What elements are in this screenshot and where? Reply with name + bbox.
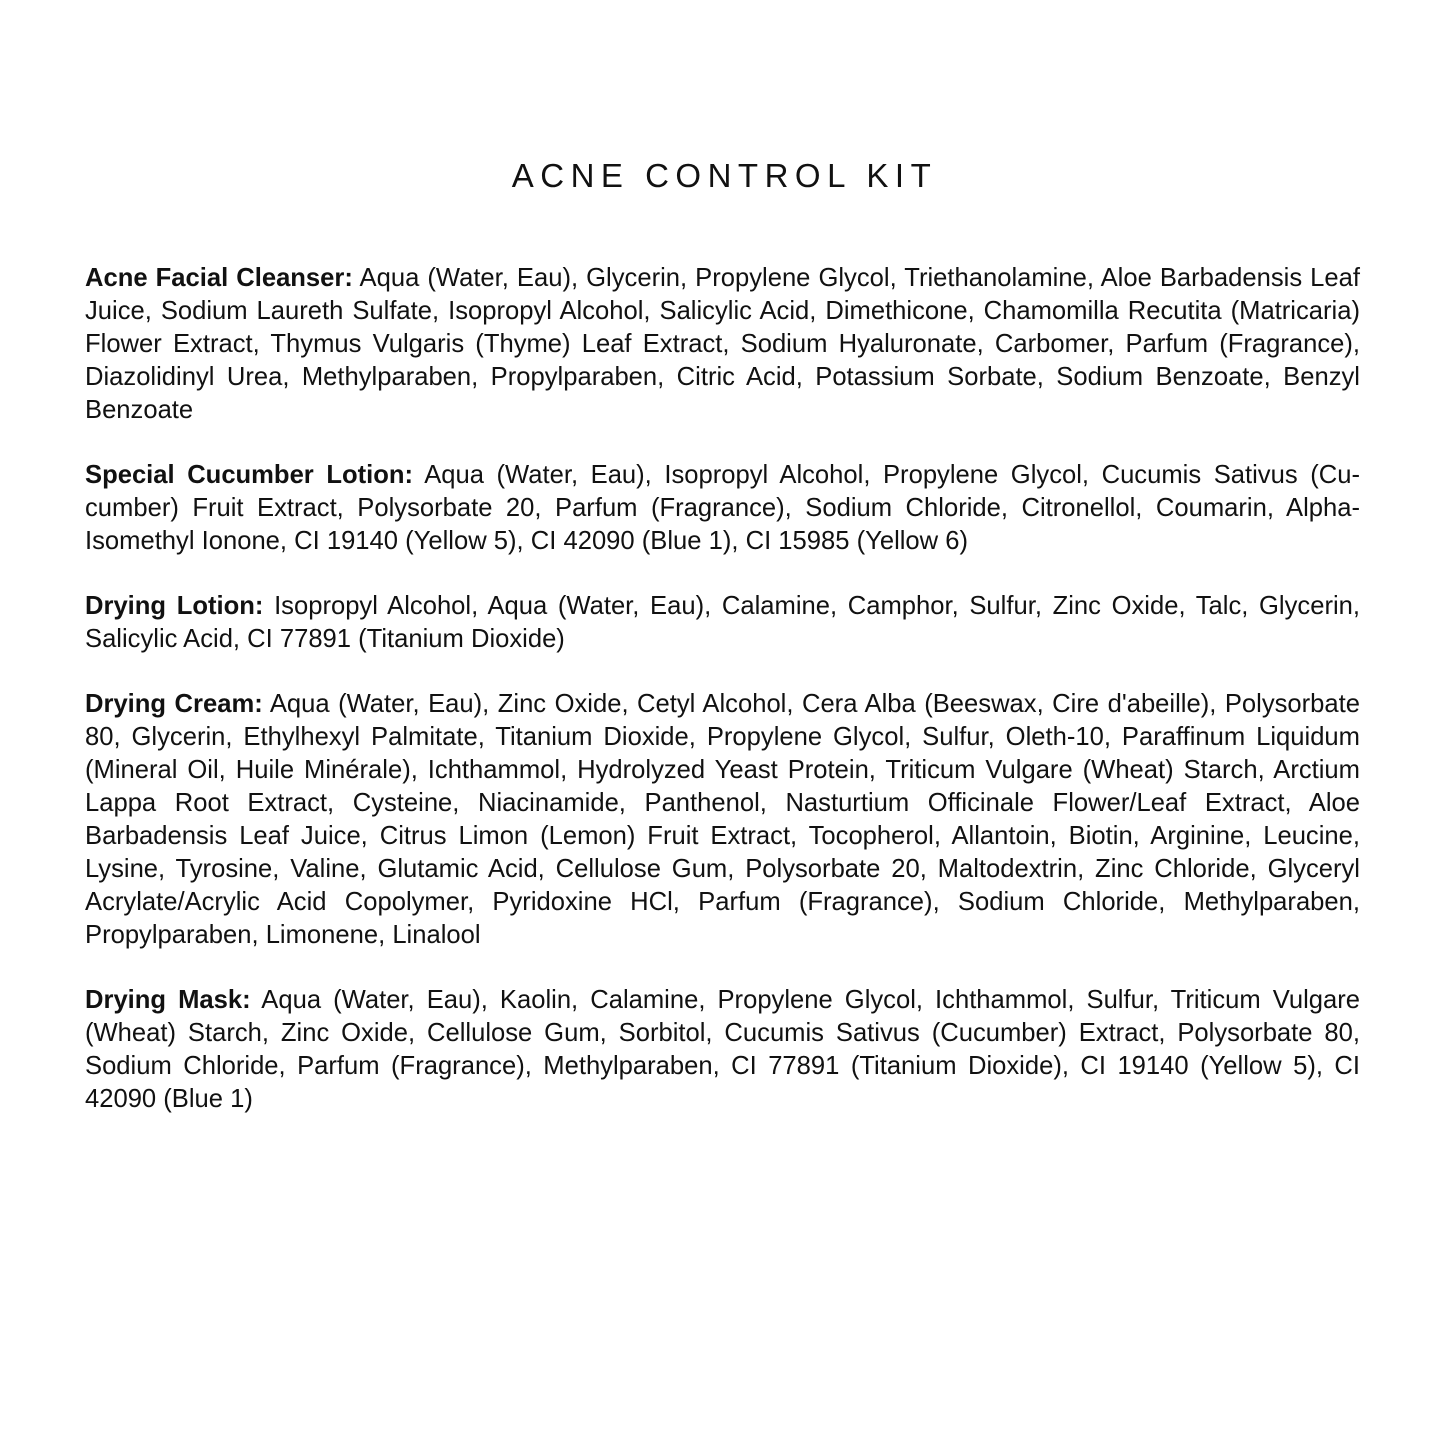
product-ingredients-drying-cream: [85, 688, 1360, 952]
product-name: Drying Lotion:: [85, 592, 264, 620]
product-ingredients-drying-mask: [85, 984, 1360, 1116]
product-name: Acne Facial Cleanser:: [85, 264, 353, 292]
ingredient-text: Aqua (Water, Eau), Glycerin, Propylene Glycol, Triethanolamine, Aloe Barbadensis Leaf Juice, Sodium Laureth Sulfate, Isopropyl Alcohol, Salicylic Acid, Dimethicone, Chamomilla Recutita (Matricaria) Flower Extract, Thymus Vulgaris (Thyme) Leaf Extract, Sodium Hyaluronate, Carbomer, Parfum (Fragrance), Diazolidinyl Urea, Methylparaben, Propylparaben, Citric Acid, Potassium Sorbate, Sodium Benzoate, Benzyl Benzoate: [85, 264, 1360, 424]
page-title: ACNE CONTROL KIT: [511, 157, 938, 194]
product-ingredients-special-cucumber-lotion: [85, 459, 1360, 558]
ingredient-text: Isopropyl Alcohol, Aqua (Water, Eau), Calamine, Camphor, Sulfur, Zinc Oxide, Talc, Glycerin, Salicylic Acid, CI 77891 (Titanium Dioxide): [85, 592, 1360, 653]
ingredient-text: Aqua (Water, Eau), Isopropyl Alcohol, Propylene Glycol, Cucumis Sativus (Cucumber) Fruit Extract, Polysorbate 20, Parfum (Fragrance), Sodium Chloride, Citronellol, Coumarin, Alpha-Isomethyl Ionone, CI 19140 (Yellow 5), CI 42090 (Blue 1), CI 15985 (Yellow 6): [85, 461, 1360, 555]
ingredient-text: Aqua (Water, Eau), Zinc Oxide, Cetyl Alcohol, Cera Alba (Beeswax, Cire d'abeille), Polysorbate 80, Glycerin, Ethylhexyl Palmitate, Titanium Dioxide, Propylene Glycol, Sulfur, Oleth-10, Paraffinum Liquidum (Mineral Oil, Huile Minérale), Ichthammol, Hydrolyzed Yeast Protein, Triticum Vulgare (Wheat) Starch, Arctium Lappa Root Extract, Cysteine, Niacinamide, Panthenol, Nasturtium Officinale Flower/Leaf Extract, Aloe Barbadensis Leaf Juice, Citrus Limon (Lemon) Fruit Extract, Tocopherol, Allantoin, Biotin, Arginine, Leucine, Lysine, Tyrosine, Valine, Glutamic Acid, Cellulose Gum, Polysorbate 20, Maltodextrin, Zinc Chloride, Glyceryl Acrylate/Acrylic Acid Copolymer, Pyridoxine HCl, Parfum (Fragrance), Sodium Chloride, Methylparaben, Propylparaben, Limonene, Linalool: [85, 690, 1360, 949]
product-name: Special Cucumber Lotion:: [85, 461, 414, 489]
ingredients-list: [85, 262, 1360, 1148]
product-ingredients-drying-lotion: [85, 590, 1360, 656]
product-name: Drying Cream:: [85, 690, 263, 718]
product-name: Drying Mask:: [85, 986, 251, 1014]
ingredient-text: Aqua (Water, Eau), Kaolin, Calamine, Propylene Glycol, Ichthammol, Sulfur, Triticum Vulgare (Wheat) Starch, Zinc Oxide, Cellulose Gum, Sorbitol, Cucumis Sativus (Cucumber) Extract, Polysorbate 80, Sodium Chloride, Parfum (Fragrance), Methylparaben, CI 77891 (Titanium Dioxide), CI 19140 (Yellow 5), CI 42090 (Blue 1): [85, 986, 1360, 1113]
product-ingredients-acne-facial-cleanser: [85, 262, 1360, 427]
